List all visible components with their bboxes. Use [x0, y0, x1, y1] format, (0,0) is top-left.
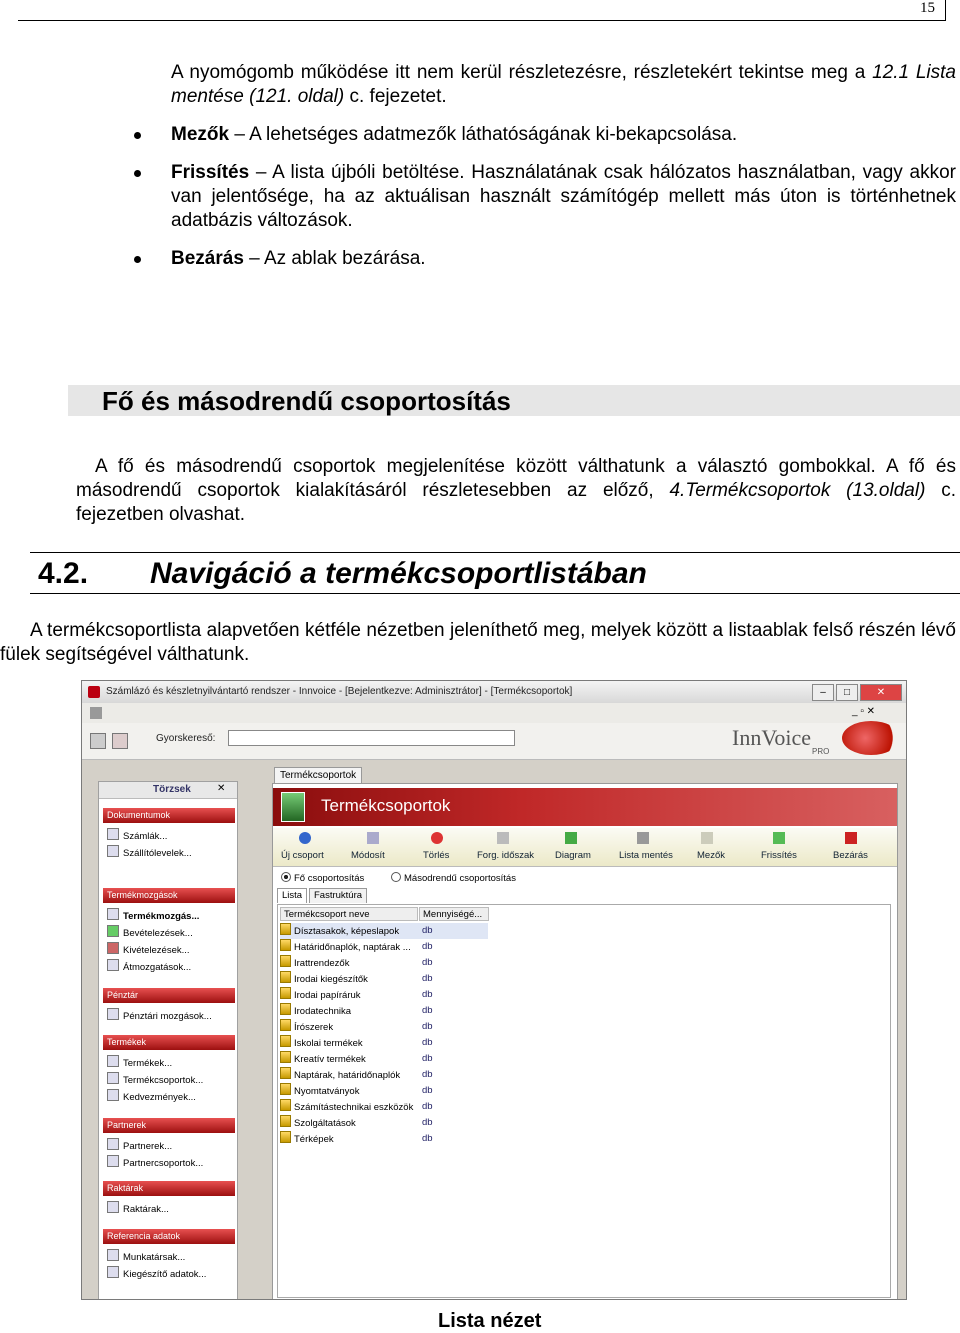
nav-item-products[interactable]: Termékek...	[107, 1055, 172, 1069]
left-panel-title: Törzsek	[153, 784, 191, 795]
product-icon	[107, 1055, 119, 1067]
table-row[interactable]: Irodai kiegészítők db	[280, 971, 488, 987]
discount-icon	[107, 1089, 119, 1101]
nav-item-staff[interactable]: Munkatársak...	[107, 1249, 185, 1263]
maximize-icon[interactable]: □	[836, 684, 858, 701]
calculator-icon[interactable]	[112, 733, 128, 749]
nav-section-product-movements[interactable]: Termékmozgások	[103, 888, 235, 903]
bullet-dot	[134, 132, 141, 139]
radio-unselected-icon	[391, 872, 401, 882]
chart-icon	[565, 832, 577, 844]
product-group-icon	[107, 1072, 119, 1084]
extra-data-icon	[107, 1266, 119, 1278]
window-title: Számlázó és készletnyilvántartó rendszer - Innvoice - [Bejelentkezve: Adminisztrátor] - [Termékcsoportok]	[106, 686, 573, 697]
intro-text-end: c. fejezetet.	[344, 86, 447, 107]
folder-icon	[280, 1099, 291, 1111]
table-row[interactable]: Nyomtatványok db	[280, 1083, 488, 1099]
table-row[interactable]: Térképek db	[280, 1131, 488, 1147]
nav-item-partners[interactable]: Partnerek...	[107, 1138, 172, 1152]
window-titlebar	[82, 681, 906, 704]
logo-text: InnVoice	[732, 725, 812, 750]
nav-section-products[interactable]: Termékek	[103, 1035, 235, 1050]
column-header-name[interactable]: Termékcsoport neve	[280, 907, 418, 921]
section-reference: 4.Termékcsoportok (13.oldal)	[669, 480, 926, 501]
tab-tree[interactable]: Fastruktúra	[309, 888, 367, 903]
table-row[interactable]: Irodai papíráruk db	[280, 987, 488, 1003]
nav-item-receipts[interactable]: Bevételezések...	[107, 925, 193, 939]
nav-section-documents[interactable]: Dokumentumok	[103, 808, 235, 823]
intro-text: A nyomógomb működése itt nem kerül részletezésre, részletekért tekintse meg a	[171, 62, 873, 83]
column-header-unit[interactable]: Mennyiségé...	[419, 907, 489, 921]
heading-rule-top	[30, 552, 960, 553]
banner	[273, 788, 897, 826]
quick-search-label: Gyorskereső:	[156, 733, 216, 744]
movement-icon	[107, 908, 119, 920]
folder-icon	[280, 987, 291, 999]
folder-icon	[280, 1035, 291, 1047]
folder-icon	[280, 1115, 291, 1127]
partner-group-icon	[107, 1155, 119, 1167]
delete-icon	[431, 832, 443, 844]
plus-icon	[299, 832, 311, 844]
nav-section-partners[interactable]: Partnerek	[103, 1118, 235, 1133]
nav-item-delivery-notes[interactable]: Szállítólevelek...	[107, 845, 192, 859]
nav-item-cash-movements[interactable]: Pénztári mozgások...	[107, 1008, 212, 1022]
plus-icon	[107, 925, 119, 937]
document-icon	[107, 828, 119, 840]
nav-item-transfers[interactable]: Átmozgatások...	[107, 959, 191, 973]
left-navigation-panel	[98, 781, 238, 1300]
close-icon[interactable]: ✕	[860, 684, 902, 701]
partner-icon	[107, 1138, 119, 1150]
pin-icon[interactable]: ✕	[217, 783, 226, 794]
tab-list[interactable]: Lista	[277, 888, 307, 903]
folder-icon	[280, 1067, 291, 1079]
app-icon	[88, 686, 100, 698]
banner-title: Termékcsoportok	[321, 796, 451, 815]
intro-reference: 12.1 Lista mentése (121. oldal)	[171, 62, 956, 107]
quick-search-input[interactable]	[228, 730, 515, 746]
document-icon	[107, 845, 119, 857]
radio-selected-icon	[281, 872, 291, 882]
nav-item-partner-groups[interactable]: Partnercsoportok...	[107, 1155, 203, 1169]
heading-title: Navigáció a termékcsoportlistában	[150, 557, 647, 590]
bullet-item	[171, 247, 956, 271]
bullet-item	[171, 161, 956, 233]
bullet-text: – A lehetséges adatmezők láthatóságának ki-bekapcsolása.	[229, 124, 738, 145]
bullet-term: Frissítés	[171, 162, 250, 183]
folder-icon	[280, 1051, 291, 1063]
close-icon	[845, 832, 857, 844]
nav-item-product-groups[interactable]: Termékcsoportok...	[107, 1072, 203, 1086]
bullet-dot	[134, 256, 141, 263]
refresh-icon	[773, 832, 785, 844]
heading-rule-bottom	[30, 593, 960, 594]
nav-section-reference-data[interactable]: Referencia adatok	[103, 1229, 235, 1244]
mdi-controls-icon[interactable]: _ ▫ ✕	[852, 706, 876, 717]
minimize-icon[interactable]: –	[812, 684, 834, 701]
table-row[interactable]: Naptárak, határidőnaplók db	[280, 1067, 488, 1083]
innvoice-logo	[732, 721, 902, 757]
nav-section-cashdesk[interactable]: Pénztár	[103, 988, 235, 1003]
nav-section-warehouses[interactable]: Raktárak	[103, 1181, 235, 1196]
document-tab[interactable]: Termékcsoportok	[274, 767, 362, 784]
calendar-icon	[497, 832, 509, 844]
bullet-dot	[134, 170, 141, 177]
bullet-term: Bezárás	[171, 248, 244, 269]
bullet-text: – Az ablak bezárása.	[243, 248, 426, 269]
bullet-item	[171, 123, 956, 147]
folder-icon	[280, 955, 291, 967]
table-row[interactable]: Írószerek db	[280, 1019, 488, 1035]
staff-icon	[107, 1249, 119, 1261]
table-row[interactable]: Számítástechnikai eszközök db	[280, 1099, 488, 1115]
product-group-grid	[277, 904, 891, 1298]
nav-item-warehouses[interactable]: Raktárak...	[107, 1201, 169, 1215]
section-text: A fő és másodrendű csoportok megjelenítése között válthatunk a választó gombokkal. A fő és másodrendű csoportok kialakításáról részletesebben az előző,	[76, 456, 956, 501]
print-icon[interactable]	[90, 733, 106, 749]
nav-item-product-movement[interactable]: Termékmozgás...	[107, 908, 199, 922]
bullet-term: Mezők	[171, 124, 230, 145]
radio-secondary-grouping[interactable]: Másodrendű csoportosítás	[391, 872, 516, 884]
intro-paragraph	[171, 61, 956, 109]
nav-item-issues[interactable]: Kivételezések...	[107, 942, 190, 956]
table-row[interactable]: Iskolai termékek db	[280, 1035, 488, 1051]
bullet-text: – A lista újbóli betöltése. Használatának csak hálózatos használatban, vagy akkor van jelentősége, ha az aktuálisan használt számítógép mellett más úton is történhetnek adatbázis változások.	[171, 162, 956, 231]
section-title: Fő és másodrendű csoportosítás	[102, 386, 511, 416]
nav-item-discounts[interactable]: Kedvezmények...	[107, 1089, 196, 1103]
heading-paragraph: A termékcsoportlista alapvetően kétféle nézetben jeleníthető meg, melyek között a listaablak felső részén lévő fülek segítségével válthatunk.	[0, 620, 956, 665]
cash-icon	[107, 1008, 119, 1020]
table-row[interactable]: Határidőnaplók, naptárak ... db	[280, 939, 488, 955]
table-row[interactable]: Szolgáltatások db	[280, 1115, 488, 1131]
folder-icon	[280, 1083, 291, 1095]
figure-caption: Lista nézet	[438, 1310, 542, 1332]
header-rule	[18, 20, 945, 21]
folder-icon	[280, 971, 291, 983]
header-rule-vertical	[945, 0, 946, 21]
edit-icon	[367, 832, 379, 844]
fields-icon	[701, 832, 713, 844]
nav-item-extra-data[interactable]: Kiegészítő adatok...	[107, 1266, 206, 1280]
menu-icon[interactable]	[90, 707, 102, 719]
table-row[interactable]: Irattrendezők db	[280, 955, 488, 971]
minus-icon	[107, 942, 119, 954]
page-number: 15	[920, 0, 935, 16]
section-paragraph	[76, 455, 956, 527]
table-row[interactable]: Dísztasakok, képeslapok db	[280, 923, 488, 939]
folder-icon	[280, 1019, 291, 1031]
table-row[interactable]: Irodatechnika db	[280, 1003, 488, 1019]
warehouse-icon	[107, 1201, 119, 1213]
folder-icon	[280, 939, 291, 951]
nav-item-invoices[interactable]: Számlák...	[107, 828, 167, 842]
folder-icon	[280, 1131, 291, 1143]
product-groups-icon	[281, 792, 305, 822]
action-toolbar: Új csoport Módosít Törlés Forg. időszak Diagram Lista mentés Mezők Frissítés Bezárás	[273, 828, 897, 867]
logo-swoosh	[842, 721, 900, 755]
transfer-icon	[107, 959, 119, 971]
product-groups-window	[272, 783, 898, 1300]
left-panel-header	[99, 782, 237, 799]
radio-primary-grouping[interactable]: Fő csoportosítás	[281, 872, 364, 884]
folder-icon	[280, 923, 291, 935]
app-screenshot	[81, 680, 907, 1300]
section-text-end: c. fejezetben olvashat.	[76, 480, 957, 525]
table-row[interactable]: Kreatív termékek db	[280, 1051, 488, 1067]
save-list-icon	[637, 832, 649, 844]
folder-icon	[280, 1003, 291, 1015]
heading-number: 4.2.	[38, 557, 89, 590]
logo-sub: PRO	[812, 747, 830, 756]
